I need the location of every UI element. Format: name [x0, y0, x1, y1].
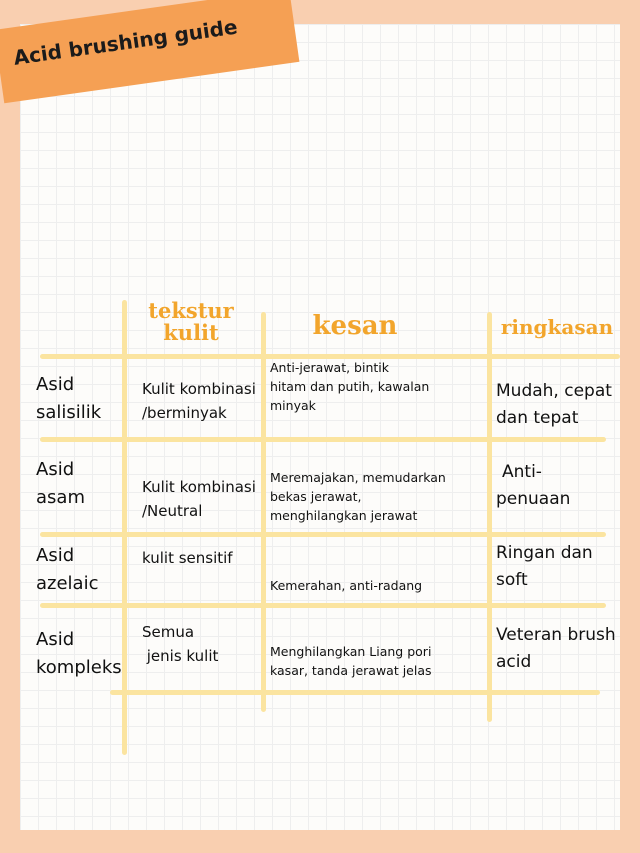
column-header-tekstur: [126, 300, 256, 344]
skin-texture-line: /Neutral: [142, 502, 203, 520]
effect-line: kasar, tanda jerawat jelas: [270, 663, 432, 678]
effect: [270, 642, 432, 680]
summary-line: penuaan: [496, 489, 571, 509]
skin-texture-line: Semua: [142, 623, 195, 641]
column-header-ringkasan: ringkasan: [500, 315, 614, 339]
page-title: Acid brushing guide: [12, 14, 239, 70]
acid-name-line: Asid: [36, 629, 75, 650]
summary-line: acid: [496, 652, 532, 672]
effect-line: bekas jerawat,: [270, 489, 362, 504]
summary-line: soft: [496, 570, 528, 590]
effect-line: minyak: [270, 398, 316, 413]
summary: [496, 540, 593, 594]
summary-line: Veteran brush: [496, 625, 616, 645]
acid-name: [36, 371, 101, 427]
table-divider: [261, 312, 266, 712]
acid-name-line: asam: [36, 487, 85, 508]
column-header-kesan: kesan: [312, 311, 398, 341]
header-line: tekstur: [148, 298, 234, 323]
summary-line: dan tepat: [496, 408, 579, 428]
skin-texture: [142, 475, 256, 523]
summary-line: Mudah, cepat: [496, 381, 612, 401]
effect-line: menghilangkan jerawat: [270, 508, 418, 523]
acid-name-line: azelaic: [36, 573, 99, 594]
skin-texture: [142, 620, 218, 668]
acid-name: [36, 456, 85, 512]
summary-line: Anti-: [502, 462, 542, 482]
skin-texture-line: jenis kulit: [142, 647, 219, 665]
skin-texture: [142, 546, 233, 570]
acid-name-line: salisilik: [36, 402, 102, 423]
effect-line: hitam dan putih, kawalan: [270, 379, 430, 394]
effect: [270, 468, 446, 525]
summary: [496, 459, 570, 513]
effect-line: Menghilangkan Liang pori: [270, 644, 432, 659]
effect-line: Anti-jerawat, bintik: [270, 360, 389, 375]
effect-line: Kemerahan, anti-radang: [270, 578, 423, 593]
skin-texture-line: Kulit kombinasi: [142, 478, 256, 496]
table-divider: [487, 312, 492, 722]
acid-name-line: Asid: [36, 545, 75, 566]
effect-line: Meremajakan, memudarkan: [270, 470, 446, 485]
table-divider: [40, 603, 606, 608]
acid-name: [36, 626, 122, 682]
effect: [270, 576, 422, 595]
header-line: kulit: [163, 320, 219, 346]
acid-name-line: kompleks: [36, 657, 122, 678]
acid-name-line: Asid: [36, 459, 75, 480]
table-divider: [122, 300, 127, 755]
effect: [270, 358, 429, 415]
summary: [496, 622, 616, 676]
skin-texture-line: /berminyak: [142, 404, 227, 422]
table-divider: [40, 532, 606, 537]
skin-texture-line: kulit sensitif: [142, 549, 233, 567]
skin-texture: [142, 377, 256, 425]
acid-name-line: Asid: [36, 374, 75, 395]
skin-texture-line: Kulit kombinasi: [142, 380, 256, 398]
table-divider: [40, 437, 606, 442]
acid-name: [36, 542, 98, 598]
table-divider: [110, 690, 600, 695]
summary-line: Ringan dan: [496, 543, 593, 563]
summary: [496, 378, 612, 432]
